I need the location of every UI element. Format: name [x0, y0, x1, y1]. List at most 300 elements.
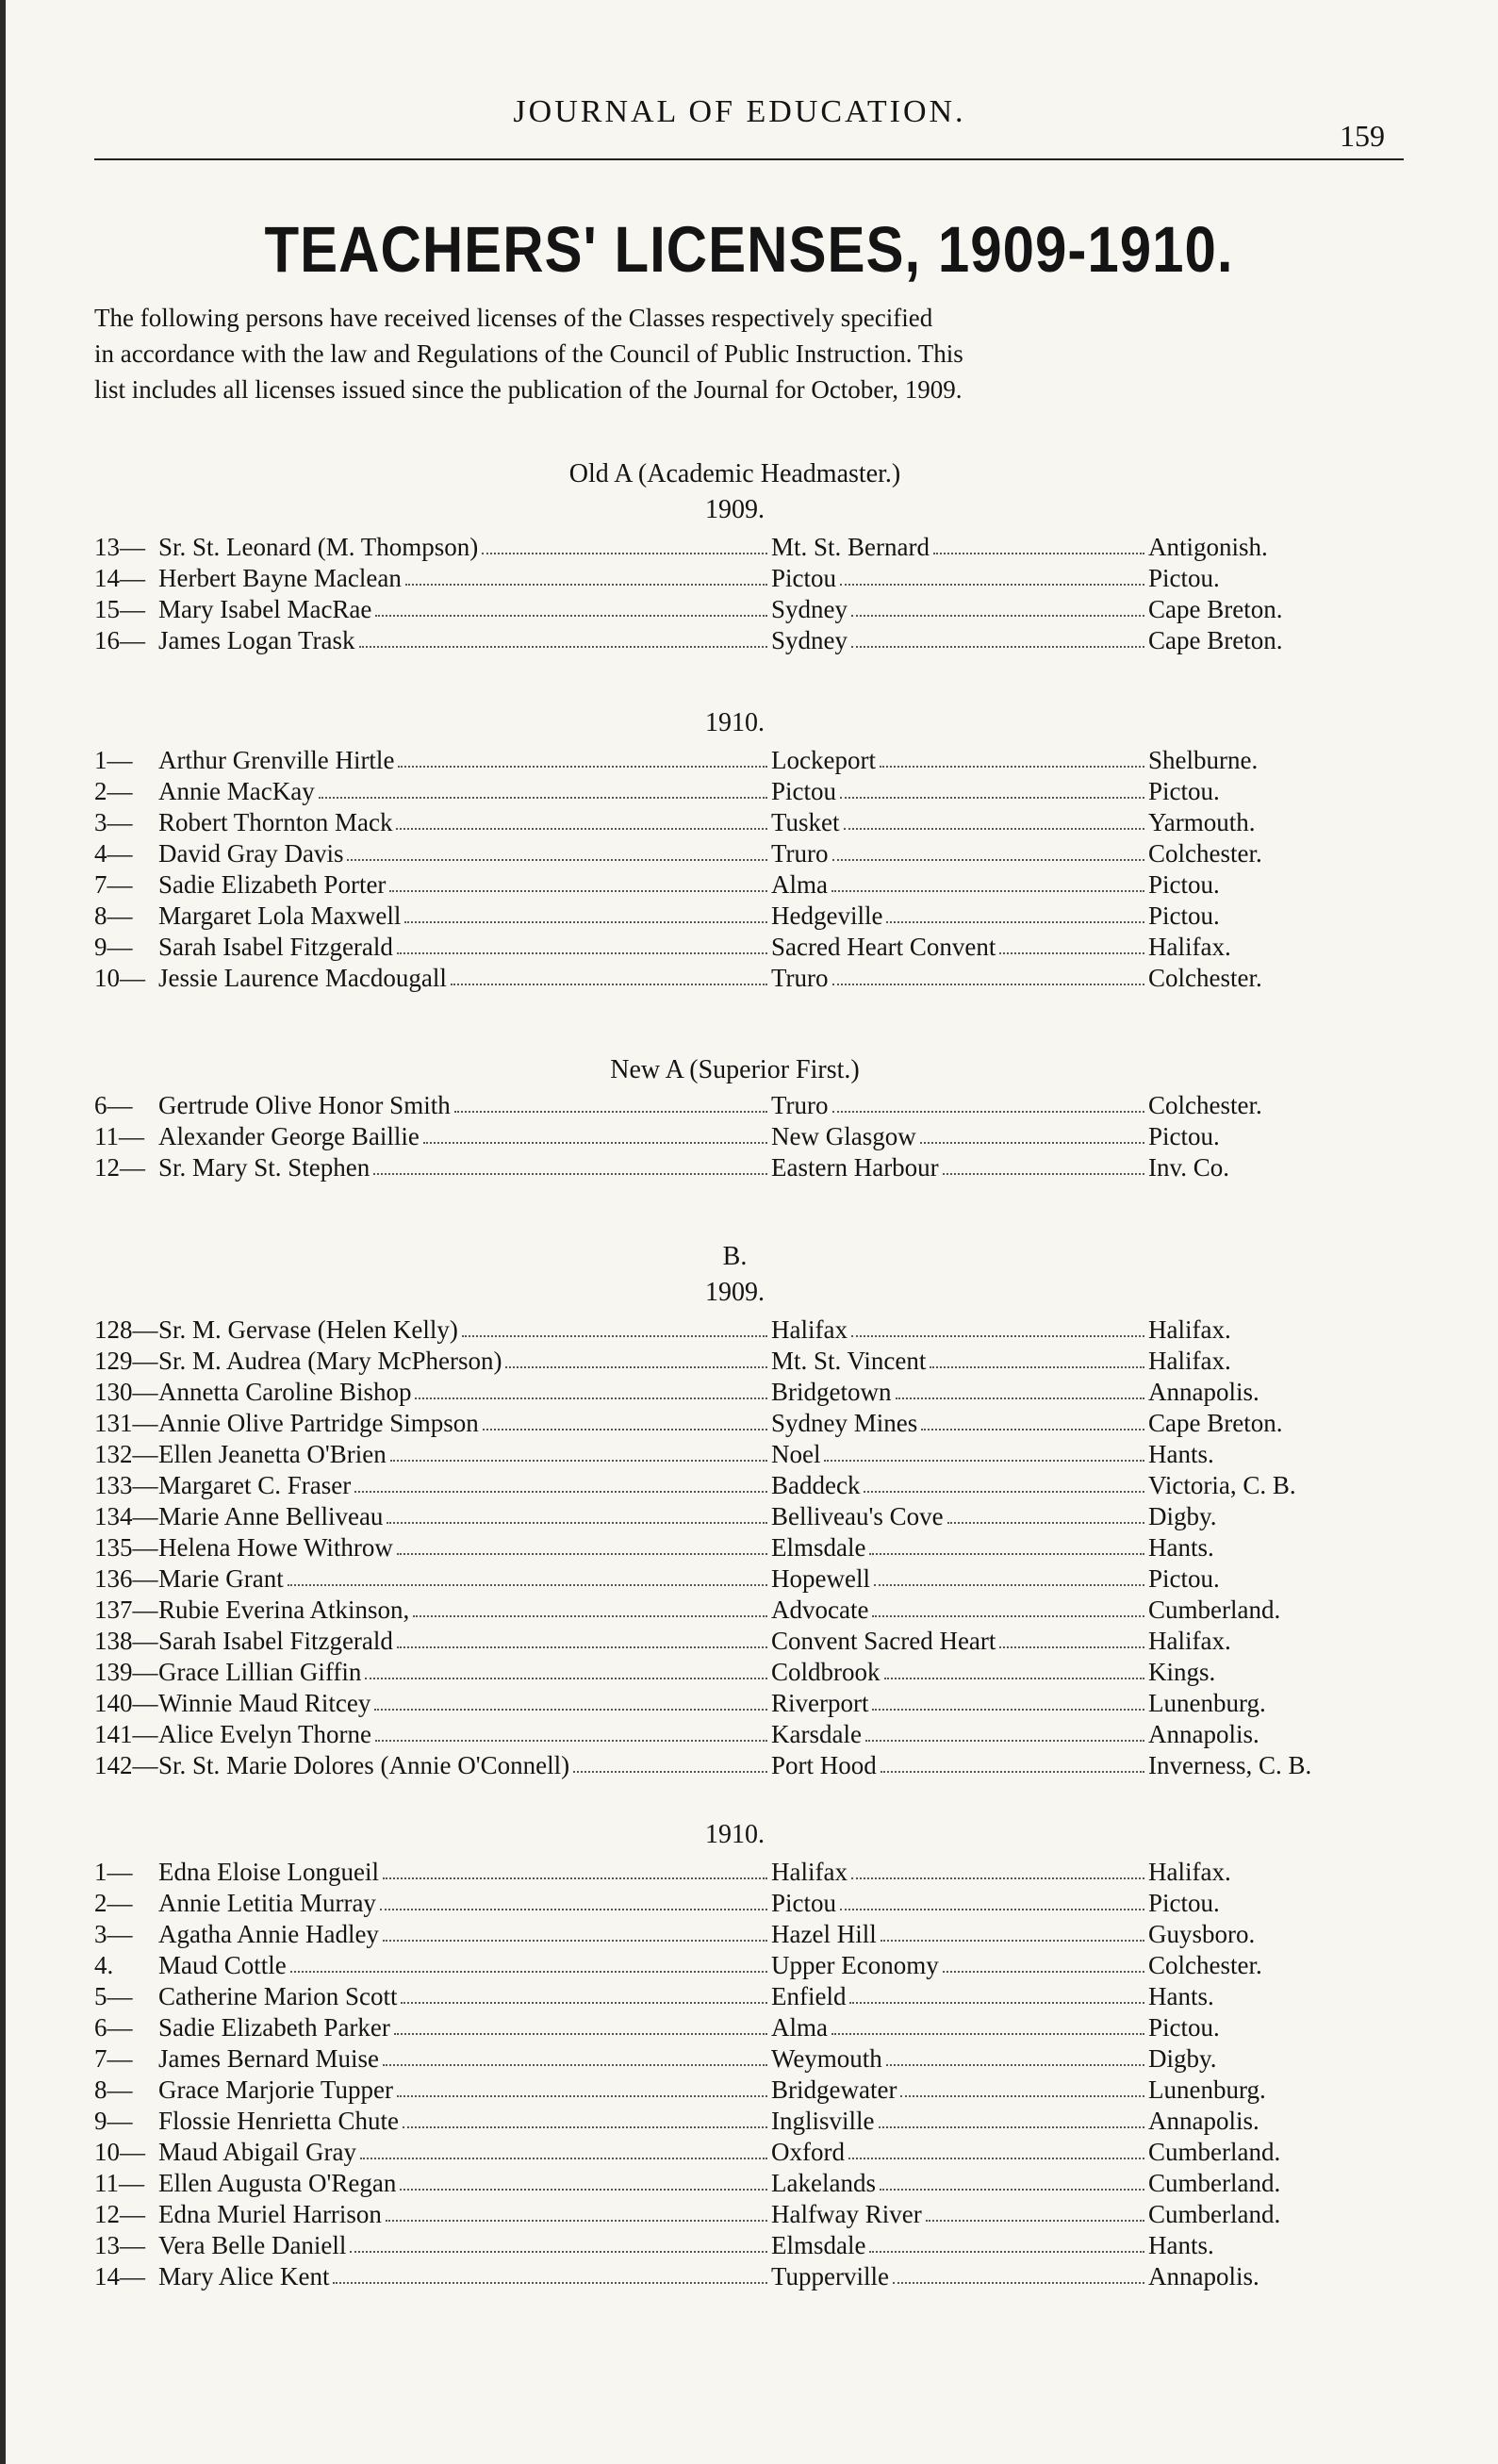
section-old-a	[94, 458, 1375, 994]
teacher-name: Vera Belle Daniell	[158, 2231, 347, 2259]
dot-leader	[886, 901, 1144, 923]
license-row	[94, 1981, 1375, 2012]
dot-leader	[359, 625, 768, 648]
place-cell	[771, 932, 1148, 963]
place-cell	[771, 2012, 1148, 2043]
license-row	[94, 1657, 1375, 1688]
county-name: Digby.	[1148, 2044, 1217, 2073]
license-row	[94, 594, 1375, 625]
license-number: 10—	[94, 964, 145, 992]
teacher-name-cell	[158, 1888, 771, 1919]
county-name: Cape Breton.	[1148, 626, 1283, 654]
license-row	[94, 1315, 1375, 1346]
county-name: Pictou.	[1148, 564, 1220, 592]
dot-leader	[872, 1595, 1144, 1617]
license-number: 137—	[94, 1596, 158, 1624]
license-row	[94, 2199, 1375, 2230]
teacher-name-cell	[158, 2261, 771, 2292]
license-number: 6—	[94, 1091, 133, 1119]
place-cell	[771, 1121, 1148, 1152]
dot-leader	[840, 563, 1144, 586]
place-cell	[771, 807, 1148, 838]
place-name: Sydney	[771, 595, 848, 623]
license-row	[94, 532, 1375, 563]
place-name: Belliveau's Cove	[771, 1502, 944, 1530]
license-number: 5—	[94, 1982, 133, 2010]
teacher-name-cell	[158, 901, 771, 932]
dot-leader	[840, 1888, 1144, 1910]
teacher-name: Sr. St. Marie Dolores (Annie O'Connell)	[158, 1751, 570, 1779]
license-row	[94, 2106, 1375, 2137]
place-cell	[771, 1152, 1148, 1183]
dot-leader	[374, 1688, 767, 1711]
place-name: Halifax	[771, 1315, 848, 1344]
place-name: New Glasgow	[771, 1122, 916, 1150]
dot-leader	[397, 2075, 767, 2097]
year-group	[94, 1819, 1375, 2292]
dot-leader	[874, 1563, 1144, 1586]
teacher-name-cell	[158, 1121, 771, 1152]
place-name: Oxford	[771, 2138, 845, 2166]
place-cell	[771, 901, 1148, 932]
license-row	[94, 1377, 1375, 1408]
license-row	[94, 2261, 1375, 2292]
place-cell	[771, 1595, 1148, 1626]
teacher-name: Arthur Grenville Hirtle	[158, 746, 395, 774]
license-number: 129—	[94, 1347, 158, 1375]
page-title: TEACHERS' LICENSES, 1909-1910.	[264, 212, 1234, 287]
dot-leader	[844, 807, 1144, 830]
dot-leader	[886, 2043, 1144, 2066]
county-name: Halifax.	[1148, 1347, 1231, 1375]
teacher-name: Catherine Marion Scott	[158, 1982, 398, 2010]
dot-leader	[848, 2137, 1144, 2159]
teacher-name: Sr. M. Gervase (Helen Kelly)	[158, 1315, 458, 1344]
dot-leader	[832, 1090, 1144, 1113]
county-name: Kings.	[1148, 1658, 1216, 1686]
dot-leader	[462, 1315, 767, 1337]
dot-leader	[849, 1981, 1144, 2004]
dot-leader	[879, 2106, 1145, 2128]
teacher-name: Annie Olive Partridge Simpson	[158, 1409, 479, 1437]
county-name: Halifax.	[1148, 1627, 1231, 1655]
teacher-name: Sadie Elizabeth Parker	[158, 2013, 390, 2042]
teacher-name-cell	[158, 807, 771, 838]
dot-leader	[832, 838, 1144, 861]
license-row	[94, 869, 1375, 901]
county-name: Pictou.	[1148, 1122, 1220, 1150]
license-number: 15—	[94, 595, 145, 623]
teacher-name-cell	[158, 2075, 771, 2106]
journal-title: JOURNAL OF EDUCATION.	[513, 94, 966, 129]
teacher-name-cell	[158, 838, 771, 869]
dot-leader	[401, 1981, 767, 2004]
place-name: Halifax	[771, 1858, 848, 1886]
dot-leader	[383, 2043, 767, 2066]
county-name: Guysboro.	[1148, 1920, 1256, 1948]
teacher-name-cell	[158, 1626, 771, 1657]
teacher-name: James Bernard Muise	[158, 2044, 379, 2073]
teacher-name-cell	[158, 1950, 771, 1981]
place-cell	[771, 1657, 1148, 1688]
teacher-name: Grace Lillian Giffin	[158, 1658, 362, 1686]
license-row	[94, 563, 1375, 594]
teacher-name: Maud Cottle	[158, 1951, 287, 1979]
section-heading: New A (Superior First.)	[610, 1055, 860, 1084]
teacher-name: Grace Marjorie Tupper	[158, 2075, 393, 2104]
license-number: 8—	[94, 2075, 133, 2104]
place-cell	[771, 2168, 1148, 2199]
place-name: Upper Economy	[771, 1951, 939, 1979]
dot-leader	[921, 1408, 1144, 1430]
dot-leader	[288, 1563, 767, 1586]
header-rule	[94, 158, 1404, 160]
dot-leader	[360, 2137, 767, 2159]
license-row	[94, 1121, 1375, 1152]
teacher-name-cell	[158, 869, 771, 901]
place-name: Elmsdale	[771, 1533, 866, 1562]
license-row	[94, 1857, 1375, 1888]
page-number: 159	[1340, 119, 1385, 153]
place-name: Elmsdale	[771, 2231, 866, 2259]
teacher-name: Sarah Isabel Fitzgerald	[158, 1627, 393, 1655]
license-number: 11—	[94, 2169, 144, 2197]
license-row	[94, 2137, 1375, 2168]
teacher-name: Marie Grant	[158, 1564, 284, 1593]
license-number: 4.	[94, 1951, 114, 1979]
license-row	[94, 1626, 1375, 1657]
teacher-name: Flossie Henrietta Chute	[158, 2107, 399, 2135]
dot-leader	[573, 1750, 767, 1773]
license-number: 3—	[94, 1920, 133, 1948]
place-cell	[771, 1501, 1148, 1532]
license-row	[94, 1950, 1375, 1981]
license-row	[94, 901, 1375, 932]
dot-leader	[851, 625, 1144, 648]
place-cell	[771, 2261, 1148, 2292]
dot-leader	[383, 1857, 767, 1879]
county-name: Lunenburg.	[1148, 1689, 1266, 1717]
county-name: Digby.	[1148, 1502, 1217, 1530]
dot-leader	[397, 932, 767, 954]
county-name: Inverness, C. B.	[1148, 1751, 1312, 1779]
place-cell	[771, 838, 1148, 869]
license-row	[94, 1719, 1375, 1750]
dot-leader	[505, 1346, 767, 1368]
county-name: Cumberland.	[1148, 2169, 1281, 2197]
teacher-name-cell	[158, 532, 771, 563]
teacher-name: Gertrude Olive Honor Smith	[158, 1091, 451, 1119]
dot-leader	[387, 1501, 767, 1524]
county-name: Victoria, C. B.	[1148, 1471, 1296, 1499]
license-row	[94, 2043, 1375, 2075]
dot-leader	[893, 2261, 1144, 2284]
teacher-name: Helena Howe Withrow	[158, 1533, 393, 1562]
teacher-name-cell	[158, 1532, 771, 1563]
place-cell	[771, 1981, 1148, 2012]
license-number: 136—	[94, 1564, 158, 1593]
license-number: 132—	[94, 1440, 158, 1468]
dot-leader	[404, 901, 767, 923]
county-name: Halifax.	[1148, 1315, 1231, 1344]
license-number: 140—	[94, 1689, 158, 1717]
dot-leader	[403, 2106, 767, 2128]
license-number: 13—	[94, 2231, 145, 2259]
section-heading: B.	[722, 1242, 748, 1271]
dot-leader	[831, 869, 1144, 892]
license-number: 133—	[94, 1471, 158, 1499]
place-cell	[771, 1315, 1148, 1346]
place-cell	[771, 625, 1148, 656]
county-name: Cape Breton.	[1148, 1409, 1283, 1437]
dot-leader	[482, 532, 767, 554]
dot-leader	[881, 1919, 1144, 1942]
license-row	[94, 745, 1375, 776]
place-cell	[771, 869, 1148, 901]
teacher-name-cell	[158, 2137, 771, 2168]
teacher-name-cell	[158, 2043, 771, 2075]
dot-leader	[896, 1377, 1145, 1399]
dot-leader	[451, 963, 767, 985]
teacher-name-cell	[158, 1563, 771, 1595]
teacher-name: David Gray Davis	[158, 839, 344, 868]
place-name: Coldbrook	[771, 1658, 881, 1686]
teacher-name: Alexander George Baillie	[158, 1122, 420, 1150]
county-name: Pictou.	[1148, 901, 1220, 930]
place-name: Tupperville	[771, 2262, 890, 2290]
dot-leader	[405, 563, 767, 586]
county-name: Cape Breton.	[1148, 595, 1283, 623]
teacher-name-cell	[158, 1090, 771, 1121]
license-number: 14—	[94, 2262, 145, 2290]
license-row	[94, 1346, 1375, 1377]
teacher-name-cell	[158, 2106, 771, 2137]
dot-leader	[397, 1532, 767, 1555]
dot-leader	[396, 807, 767, 830]
county-name: Cumberland.	[1148, 2200, 1281, 2228]
teacher-name: Sadie Elizabeth Porter	[158, 870, 387, 899]
dot-leader	[390, 1439, 767, 1462]
place-cell	[771, 1090, 1148, 1121]
dot-leader	[943, 1152, 1144, 1175]
dot-leader	[851, 1857, 1144, 1879]
place-name: Advocate	[771, 1596, 869, 1624]
dot-leader	[354, 1470, 767, 1493]
dot-leader	[454, 1090, 767, 1113]
place-name: Weymouth	[771, 2044, 882, 2073]
county-name: Hants.	[1148, 2231, 1214, 2259]
place-cell	[771, 1470, 1148, 1501]
place-name: Karsdale	[771, 1720, 862, 1748]
dot-leader	[373, 1152, 767, 1175]
license-row	[94, 2012, 1375, 2043]
license-number: 14—	[94, 564, 145, 592]
dot-leader	[947, 1501, 1144, 1524]
teacher-name: James Logan Trask	[158, 626, 355, 654]
place-cell	[771, 1688, 1148, 1719]
teacher-name: Mary Alice Kent	[158, 2262, 330, 2290]
place-cell	[771, 1439, 1148, 1470]
dot-leader	[400, 2168, 767, 2191]
license-row	[94, 1595, 1375, 1626]
dot-leader	[881, 1750, 1144, 1773]
license-number: 139—	[94, 1658, 158, 1686]
license-number: 10—	[94, 2138, 145, 2166]
county-name: Pictou.	[1148, 870, 1220, 899]
county-name: Lunenburg.	[1148, 2075, 1266, 2104]
place-name: Lakelands	[771, 2169, 876, 2197]
teacher-name-cell	[158, 1857, 771, 1888]
place-name: Hazel Hill	[771, 1920, 877, 1948]
license-number: 2—	[94, 777, 133, 805]
teacher-name-cell	[158, 1688, 771, 1719]
dot-leader	[365, 1657, 767, 1679]
county-name: Pictou.	[1148, 777, 1220, 805]
teacher-name-cell	[158, 1919, 771, 1950]
place-cell	[771, 776, 1148, 807]
place-cell	[771, 1750, 1148, 1781]
intro-line: in accordance with the law and Regulations of the Council of Public Instruction. This	[94, 339, 963, 368]
page-header	[94, 94, 1385, 160]
dot-leader	[943, 1950, 1144, 1973]
license-row	[94, 1470, 1375, 1501]
license-number: 9—	[94, 2107, 133, 2135]
license-row	[94, 1750, 1375, 1781]
teacher-name: Alice Evelyn Thorne	[158, 1720, 371, 1748]
place-cell	[771, 745, 1148, 776]
dot-leader	[872, 1688, 1144, 1711]
license-number: 130—	[94, 1378, 158, 1406]
place-cell	[771, 1719, 1148, 1750]
place-name: Truro	[771, 1091, 829, 1119]
year-heading: 1909.	[705, 495, 765, 524]
county-name: Annapolis.	[1148, 2107, 1259, 2135]
section-b	[94, 1241, 1375, 2292]
place-name: Convent Sacred Heart	[771, 1627, 996, 1655]
license-row	[94, 1688, 1375, 1719]
teacher-name: Sr. M. Audrea (Mary McPherson)	[158, 1347, 502, 1375]
teacher-name-cell	[158, 1439, 771, 1470]
dot-leader	[900, 2075, 1144, 2097]
place-cell	[771, 2137, 1148, 2168]
place-cell	[771, 1346, 1148, 1377]
license-number: 7—	[94, 870, 133, 899]
dot-leader	[869, 2230, 1144, 2253]
license-row	[94, 625, 1375, 656]
license-number: 135—	[94, 1533, 158, 1562]
dot-leader	[375, 594, 767, 617]
dot-leader	[397, 1626, 767, 1648]
county-name: Pictou.	[1148, 1889, 1220, 1917]
county-name: Hants.	[1148, 1982, 1214, 2010]
teacher-name-cell	[158, 1152, 771, 1183]
license-row	[94, 1090, 1375, 1121]
section-new-a	[94, 1054, 1375, 1183]
dot-leader	[880, 2168, 1144, 2191]
teacher-name-cell	[158, 563, 771, 594]
dot-leader	[865, 1719, 1144, 1742]
county-name: Shelburne.	[1148, 746, 1259, 774]
dot-leader	[851, 594, 1144, 617]
place-cell	[771, 1377, 1148, 1408]
teacher-name-cell	[158, 1501, 771, 1532]
teacher-name: Sarah Isabel Fitzgerald	[158, 933, 393, 961]
year-group	[94, 707, 1375, 994]
teacher-name: Margaret C. Fraser	[158, 1471, 352, 1499]
teacher-name-cell	[158, 932, 771, 963]
teacher-name-cell	[158, 1377, 771, 1408]
license-number: 12—	[94, 1153, 145, 1182]
dot-leader	[380, 1888, 767, 1910]
place-cell	[771, 2230, 1148, 2261]
license-number: 131—	[94, 1409, 158, 1437]
dot-leader	[832, 963, 1144, 985]
license-number: 8—	[94, 901, 133, 930]
place-name: Pictou	[771, 564, 837, 592]
teacher-name: Annie MacKay	[158, 777, 315, 805]
license-row	[94, 776, 1375, 807]
county-name: Pictou.	[1148, 2013, 1220, 2042]
county-name: Colchester.	[1148, 1091, 1262, 1119]
county-name: Annapolis.	[1148, 1720, 1259, 1748]
place-cell	[771, 563, 1148, 594]
license-number: 3—	[94, 808, 133, 836]
license-row	[94, 1532, 1375, 1563]
teacher-name-cell	[158, 1346, 771, 1377]
license-row	[94, 807, 1375, 838]
place-name: Enfield	[771, 1982, 847, 2010]
county-name: Colchester.	[1148, 839, 1262, 868]
dot-leader	[423, 1121, 767, 1144]
place-name: Mt. St. Bernard	[771, 533, 930, 561]
teacher-name-cell	[158, 963, 771, 994]
place-name: Eastern Harbour	[771, 1153, 939, 1182]
place-cell	[771, 594, 1148, 625]
place-name: Hopewell	[771, 1564, 870, 1593]
teacher-name: Robert Thornton Mack	[158, 808, 393, 836]
place-name: Hedgeville	[771, 901, 883, 930]
license-row	[94, 1439, 1375, 1470]
place-name: Tusket	[771, 808, 840, 836]
county-name: Colchester.	[1148, 964, 1262, 992]
place-name: Bridgewater	[771, 2075, 897, 2104]
dot-leader	[999, 932, 1144, 954]
dot-leader	[386, 2199, 767, 2222]
teacher-name-cell	[158, 1750, 771, 1781]
place-cell	[771, 963, 1148, 994]
dot-leader	[375, 1719, 767, 1742]
dot-leader	[926, 2199, 1144, 2222]
dot-leader	[999, 1626, 1144, 1648]
license-number: 6—	[94, 2013, 133, 2042]
dot-leader	[333, 2261, 767, 2284]
intro-line: The following persons have received licenses of the Classes respectively specified	[94, 304, 933, 332]
teacher-name: Annetta Caroline Bishop	[158, 1378, 412, 1406]
teacher-name-cell	[158, 1315, 771, 1346]
place-name: Pictou	[771, 1889, 837, 1917]
county-name: Pictou.	[1148, 1564, 1220, 1593]
county-name: Cumberland.	[1148, 2138, 1281, 2166]
year-heading: 1910.	[705, 708, 765, 737]
place-name: Lockeport	[771, 746, 876, 774]
license-row	[94, 1501, 1375, 1532]
teacher-name-cell	[158, 1595, 771, 1626]
license-row	[94, 1919, 1375, 1950]
year-group	[94, 1277, 1375, 1781]
place-name: Sydney Mines	[771, 1409, 918, 1437]
dot-leader	[290, 1950, 767, 1973]
county-name: Inv. Co.	[1148, 1153, 1229, 1182]
